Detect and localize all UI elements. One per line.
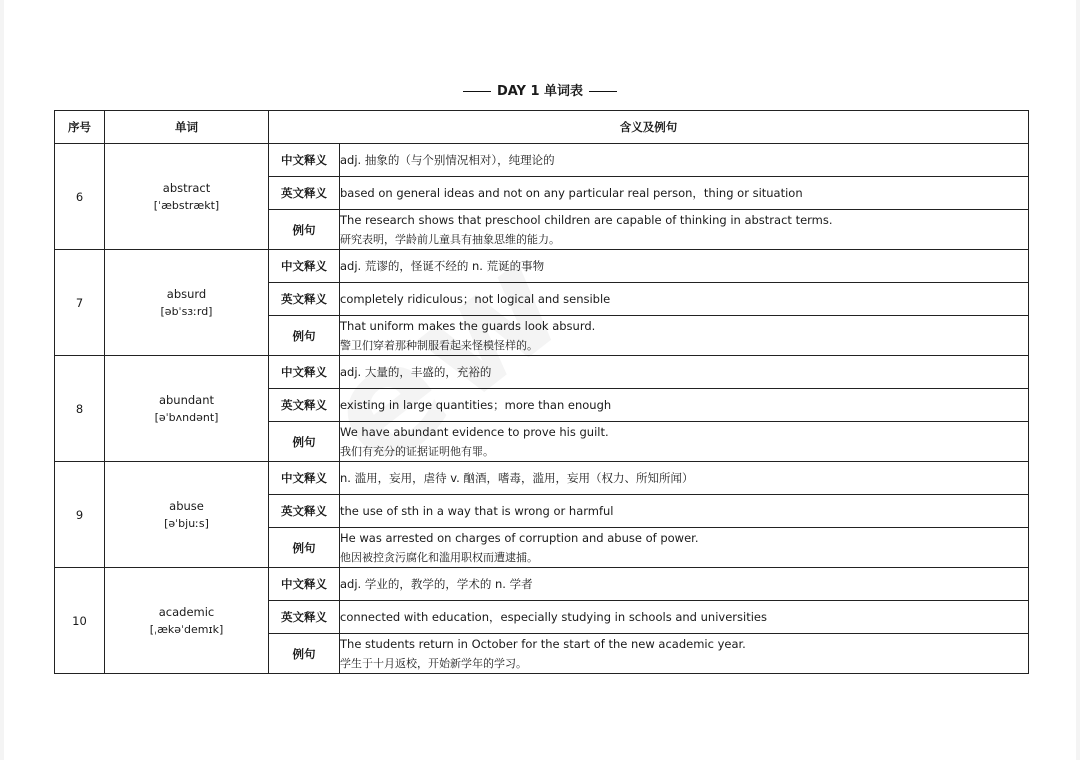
label-chinese-meaning: 中文释义	[269, 462, 340, 495]
word-phonetic: [ˈæbstrækt]	[153, 198, 220, 212]
table-row	[55, 144, 1029, 177]
table-row	[55, 462, 1029, 495]
label-english-meaning: 英文释义	[269, 495, 340, 528]
word-text: abuse	[169, 498, 204, 513]
example-sentence	[340, 210, 1029, 250]
chinese-meaning: adj. 抽象的（与个别情况相对），纯理论的	[340, 144, 1029, 177]
example-sentence	[340, 422, 1029, 462]
example-english: We have abundant evidence to prove his guilt.	[340, 424, 609, 439]
example-chinese: 研究表明，学龄前儿童具有抽象思维的能力。	[340, 232, 560, 246]
chinese-meaning: adj. 学业的，教学的，学术的 n. 学者	[340, 568, 1029, 601]
example-english: The students return in October for the start of the new academic year.	[340, 636, 746, 651]
vocabulary-table	[54, 110, 1029, 674]
word-text: absurd	[166, 286, 207, 301]
english-meaning: completely ridiculous；not logical and sensible	[340, 283, 1029, 316]
label-example: 例句	[269, 528, 340, 568]
header-word: 单词	[105, 111, 269, 144]
word-phonetic: [əˈbʌndənt]	[154, 410, 219, 424]
entry-word	[105, 462, 269, 568]
example-chinese: 他因被控贪污腐化和滥用职权而遭逮捕。	[340, 550, 538, 564]
label-example: 例句	[269, 422, 340, 462]
example-english: That uniform makes the guards look absurd.	[340, 318, 596, 333]
entry-word	[105, 144, 269, 250]
example-chinese: 警卫们穿着那种制服看起来怪模怪样的。	[340, 338, 538, 352]
title-dash-right	[589, 91, 617, 92]
page-title	[0, 80, 1080, 99]
header-no: 序号	[55, 111, 105, 144]
label-english-meaning: 英文释义	[269, 389, 340, 422]
label-chinese-meaning: 中文释义	[269, 250, 340, 283]
table-row	[55, 250, 1029, 283]
english-meaning: existing in large quantities；more than enough	[340, 389, 1029, 422]
label-english-meaning: 英文释义	[269, 283, 340, 316]
entry-number: 8	[55, 356, 105, 462]
word-text: abundant	[158, 392, 215, 407]
chinese-meaning: n. 滥用，妄用，虐待 v. 酗酒，嗜毒，滥用，妄用（权力、所知所闻）	[340, 462, 1029, 495]
title-dash-left	[463, 91, 491, 92]
entry-word	[105, 568, 269, 674]
label-example: 例句	[269, 210, 340, 250]
title-text: DAY 1 单词表	[496, 84, 584, 99]
label-chinese-meaning: 中文释义	[269, 144, 340, 177]
example-sentence	[340, 316, 1029, 356]
entry-number: 6	[55, 144, 105, 250]
table-row	[55, 356, 1029, 389]
english-meaning: based on general ideas and not on any particular real person，thing or situation	[340, 177, 1029, 210]
entry-word	[105, 250, 269, 356]
entry-number: 10	[55, 568, 105, 674]
example-english: The research shows that preschool children are capable of thinking in abstract terms.	[340, 212, 833, 227]
label-english-meaning: 英文释义	[269, 601, 340, 634]
table-row	[55, 568, 1029, 601]
example-chinese: 我们有充分的证据证明他有罪。	[340, 444, 494, 458]
label-english-meaning: 英文释义	[269, 177, 340, 210]
entry-word	[105, 356, 269, 462]
example-sentence	[340, 634, 1029, 674]
example-sentence	[340, 528, 1029, 568]
label-example: 例句	[269, 634, 340, 674]
example-chinese: 学生于十月返校，开始新学年的学习。	[340, 656, 527, 670]
entry-number: 9	[55, 462, 105, 568]
chinese-meaning: adj. 大量的，丰盛的，充裕的	[340, 356, 1029, 389]
label-chinese-meaning: 中文释义	[269, 568, 340, 601]
word-phonetic: [əbˈsɜːrd]	[160, 304, 213, 318]
english-meaning: the use of sth in a way that is wrong or harmful	[340, 495, 1029, 528]
word-phonetic: [ˌækəˈdemɪk]	[149, 622, 224, 636]
entry-number: 7	[55, 250, 105, 356]
label-chinese-meaning: 中文释义	[269, 356, 340, 389]
table-header-row	[55, 111, 1029, 144]
english-meaning: connected with education，especially studying in schools and universities	[340, 601, 1029, 634]
label-example: 例句	[269, 316, 340, 356]
chinese-meaning: adj. 荒谬的，怪诞不经的 n. 荒诞的事物	[340, 250, 1029, 283]
word-phonetic: [əˈbjuːs]	[164, 516, 209, 530]
word-text: abstract	[162, 180, 211, 195]
example-english: He was arrested on charges of corruption and abuse of power.	[340, 530, 699, 545]
header-meaning: 含义及例句	[269, 111, 1029, 144]
word-text: academic	[158, 604, 215, 619]
